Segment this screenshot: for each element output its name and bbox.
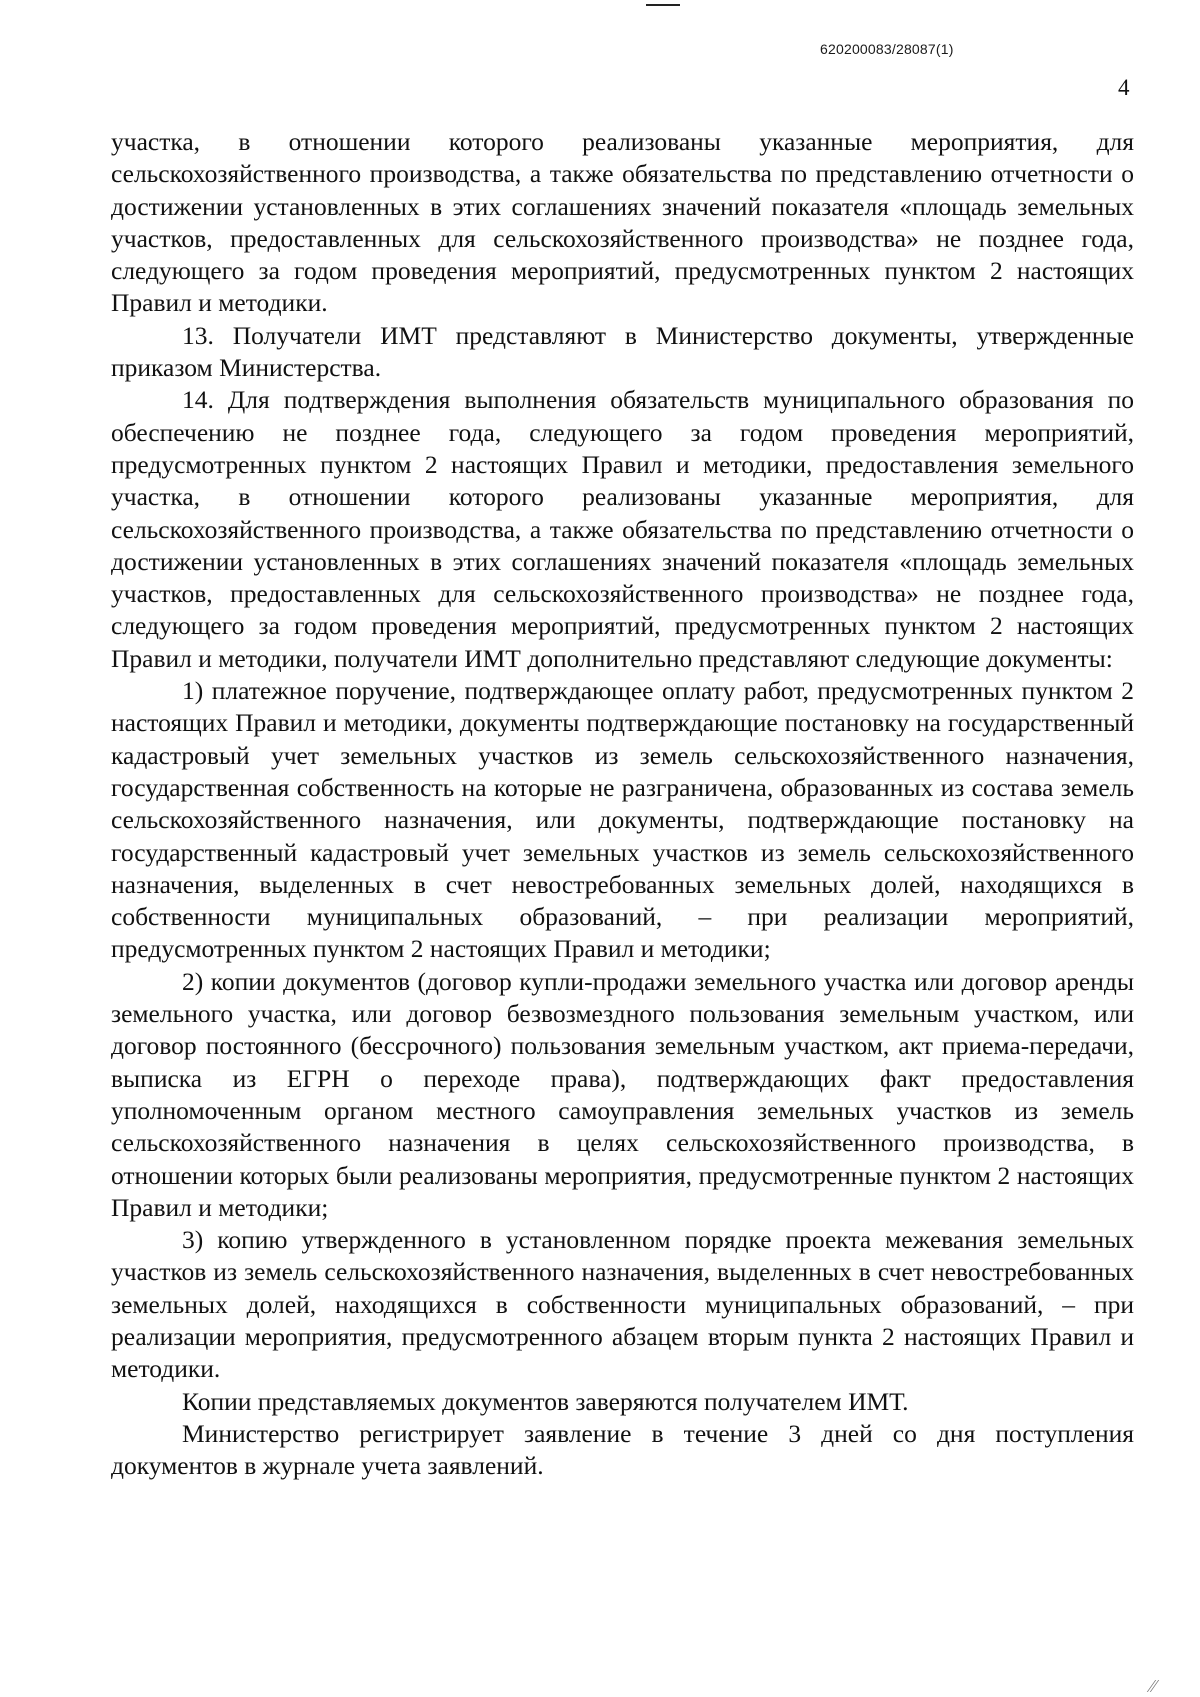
list-item-1: 1) платежное поручение, подтверждающее оплату работ, предусмотренных пунктом 2 настоящих Правил и методики, документы подтверждающие постановку на государственный кадастровый учет земельных участков из земель сельскохозяйственного назначения, государственная собственность на которые не разграничена, образованных из состава земель сельскохозяйственного назначения, или документы, подтверждающие постановку на государственный кадастровый учет земельных участков из земель сельскохозяйственного назначения, выделенных в счет невостребованных земельных долей, находящихся в собственности муниципальных образований, – при реализации мероприятий, предусмотренных пунктом 2 настоящих Правил и методики; xyxy=(111,676,1134,964)
list-item-2: 2) копии документов (договор купли-продажи земельного участка или договор аренды земельного участка, или договор безвозмездного пользования земельным участком, или договор постоянного (бессрочного) пользования земельным участком, акт приема-передачи, выписка из ЕГРН о переходе права), подтверждающих факт предоставления уполномоченным органом местного самоуправления земельных участков из земель сельскохозяйственного назначения в целях сельскохозяйственного производства, в отношении которых были реализованы мероприятия, предусмотренные пунктом 2 настоящих Правил и методики; xyxy=(111,966,1134,1222)
scan-mark xyxy=(646,4,680,6)
paragraph-continuation: участка, в отношении которого реализованы указанные мероприятия, для сельскохозяйственного производства, а также обязательства по представлению отчетности о достижении установленных в этих соглашениях значений показателя «площадь земельных участков, предоставленных для сельскохозяйственного производства» не позднее года, следующего за годом проведения мероприятий, предусмотренных пунктом 2 настоящих Правил и методики. xyxy=(111,127,1134,318)
page-number: 4 xyxy=(1118,75,1130,100)
document-body xyxy=(111,126,1134,1482)
document-id: 620200083/28087(1) xyxy=(820,41,954,57)
paragraph-item-14: 14. Для подтверждения выполнения обязательств муниципального образования по обеспечению не позднее года, следующего за годом проведения мероприятий, предусмотренных пунктом 2 настоящих Правил и методики, предоставления земельного участка, в отношении которого реализованы указанные мероприятия, для сельскохозяйственного производства, а также обязательства по представлению отчетности о достижении установленных в этих соглашениях значений показателя «площадь земельных участков, предоставленных для сельскохозяйственного производства» не позднее года, следующего за годом проведения мероприятий, предусмотренных пунктом 2 настоящих Правил и методики, получатели ИМТ дополнительно представляют следующие документы: xyxy=(111,385,1134,673)
paragraph-item-13: 13. Получатели ИМТ представляют в Министерство документы, утвержденные приказом Министерства. xyxy=(111,320,1134,383)
paragraph-copies: Копии представляемых документов заверяются получателем ИМТ. xyxy=(182,1386,909,1416)
list-item-3: 3) копию утвержденного в установленном порядке проекта межевания земельных участков из земель сельскохозяйственного назначения, выделенных в счет невостребованных земельных долей, находящихся в собственности муниципальных образований, – при реализации мероприятия, предусмотренного абзацем вторым пункта 2 настоящих Правил и методики. xyxy=(111,1225,1134,1384)
paragraph-registration: Министерство регистрирует заявление в течение 3 дней со дня поступления документов в журнале учета заявлений. xyxy=(111,1418,1134,1481)
handwritten-mark: ⁄⁄ xyxy=(1150,1676,1157,1696)
